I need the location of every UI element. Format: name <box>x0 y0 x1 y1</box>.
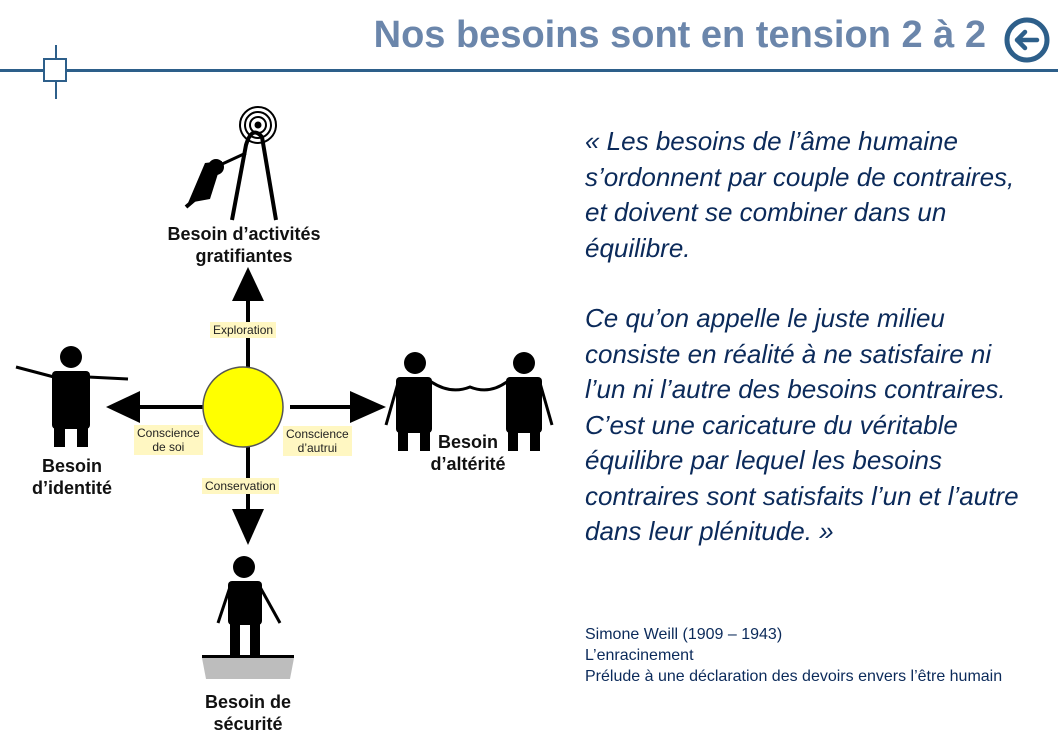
quote-paragraph: Ce qu’on appelle le juste milieu consiste en réalité à ne satisfaire ni l’un ni l’autre des besoins contraires. C’est une caricature du véritable équilibre par lequel les besoins contraires sont satisfaits l’un et l’autre dans leur plénitude. » <box>585 303 1019 546</box>
axis-label-right: Conscience d’autrui <box>283 426 352 456</box>
quote-source <box>585 624 1025 687</box>
quote-block <box>585 124 1035 550</box>
climber-summit-icon <box>186 107 276 220</box>
source-subtitle: Prélude à une déclaration des devoirs envers l’être humain <box>585 668 1003 685</box>
quote-paragraph: « Les besoins de l’âme humaine s’ordonnent par couple de contraires, et doivent se combiner dans un équilibre. <box>585 126 1015 263</box>
person-standing-on-ground-icon <box>202 556 294 679</box>
node-label-right: Besoin d’altérité <box>430 432 506 474</box>
node-label-left: Besoin d’identité <box>32 456 112 498</box>
header-marker-box <box>43 58 67 82</box>
axis-label-left: Conscience de soi <box>134 425 203 455</box>
arrow-up <box>232 267 264 367</box>
person-open-arms-icon <box>16 346 128 447</box>
node-label-top: Besoin d’activités gratifiantes <box>167 224 321 266</box>
needs-diagram <box>0 95 570 755</box>
arrow-left <box>106 391 205 423</box>
arrow-right <box>290 391 386 423</box>
source-work: L’enracinement <box>585 647 694 664</box>
axis-label-up: Exploration <box>210 322 276 338</box>
arrow-down <box>232 447 264 545</box>
header-rule <box>0 69 1058 72</box>
source-author: Simone Weill (1909 – 1943) <box>585 626 783 643</box>
node-label-bottom: Besoin de sécurité <box>204 692 292 734</box>
center-circle <box>203 367 283 447</box>
page-title: Nos besoins sont en tension 2 à 2 <box>373 14 986 56</box>
arrow-left-circle-icon[interactable] <box>1003 16 1051 64</box>
axis-label-down: Conservation <box>202 478 279 494</box>
